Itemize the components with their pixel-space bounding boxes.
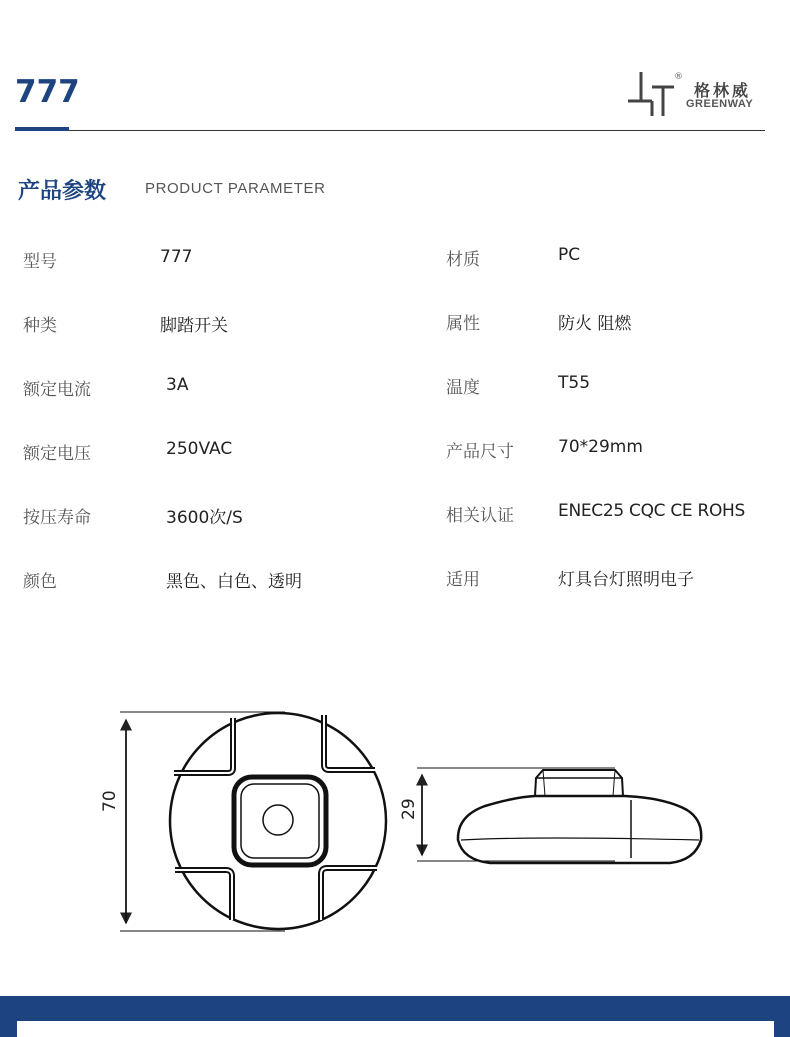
param-label: 额定电流 [23, 380, 91, 400]
param-label: 相关认证 [446, 506, 514, 526]
param-label: 型号 [23, 252, 57, 272]
param-value: ENEC25 CQC CE ROHS [558, 501, 746, 521]
param-value: 70*29mm [558, 437, 643, 457]
param-label: 适用 [446, 570, 480, 590]
param-value: T55 [558, 373, 591, 393]
dimension-label-diameter: 70 [100, 790, 120, 812]
logo-registered-mark: ® [674, 72, 683, 82]
model-title: 777 [15, 74, 80, 110]
param-label: 额定电压 [23, 444, 91, 464]
param-value: 灯具台灯照明电子 [558, 570, 694, 590]
footer-content-card [17, 1021, 774, 1037]
dimension-label-height: 29 [399, 798, 419, 820]
param-value: PC [558, 245, 581, 265]
param-value: 脚踏开关 [160, 316, 228, 336]
param-value: 黑色、白色、透明 [166, 572, 302, 592]
title-divider [15, 130, 765, 131]
param-value: 防火 阻燃 [558, 314, 632, 334]
param-label: 种类 [23, 316, 57, 336]
side-view [417, 768, 701, 863]
logo-english-name: GREENWAY [686, 98, 754, 110]
logo-chinese-name: 格林威 [694, 81, 752, 100]
section-title-en: PRODUCT PARAMETER [145, 180, 326, 197]
top-view [120, 712, 386, 931]
param-label: 产品尺寸 [446, 442, 514, 462]
param-label: 颜色 [23, 572, 57, 592]
param-label: 按压寿命 [23, 508, 91, 528]
section-title-cn: 产品参数 [18, 179, 107, 204]
param-value: 777 [160, 247, 193, 267]
param-value: 3600次/S [166, 508, 243, 528]
param-label: 属性 [446, 314, 480, 334]
param-label: 温度 [446, 378, 480, 398]
param-value: 250VAC [166, 439, 233, 459]
title-accent-bar [15, 127, 69, 131]
param-value: 3A [166, 375, 189, 395]
param-label: 材质 [446, 250, 480, 270]
